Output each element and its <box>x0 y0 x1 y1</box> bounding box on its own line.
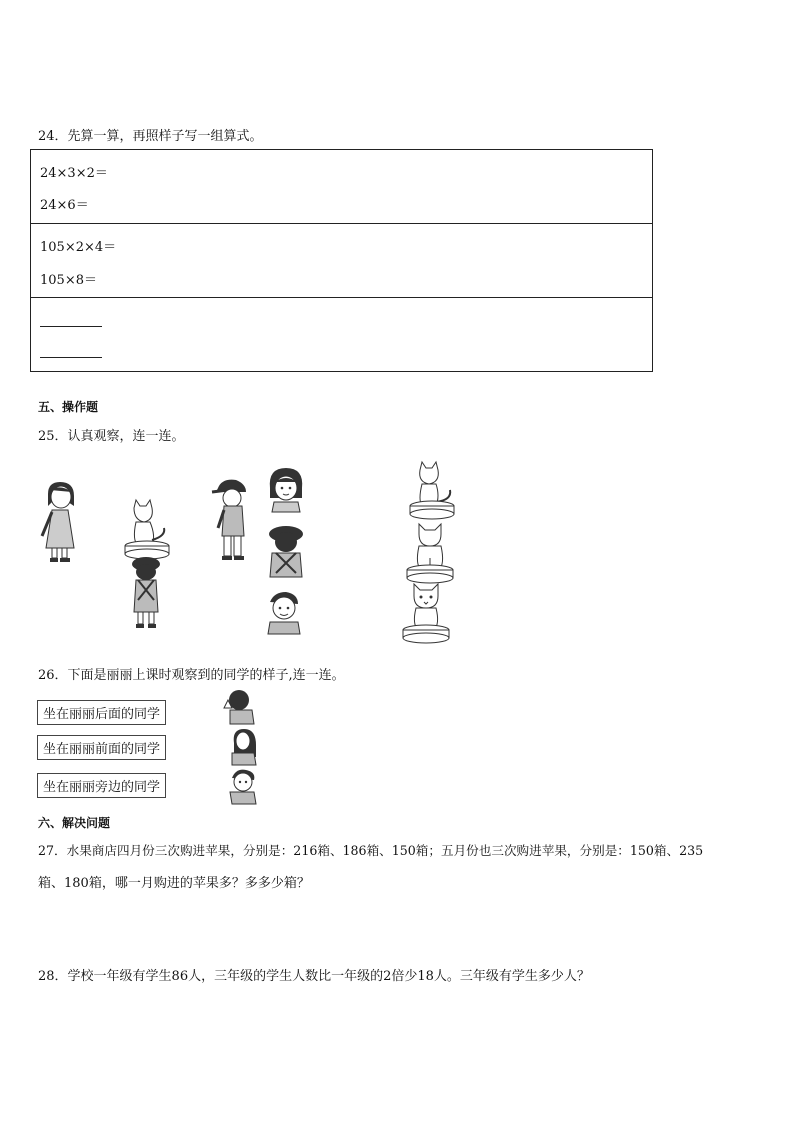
q28-text: 28．学校一年级有学生86人，三年级的学生人数比一年级的2倍少18人。三年级有学生多少人？ <box>38 969 590 984</box>
label-beside[interactable]: 坐在丽丽旁边的同学 <box>37 773 166 798</box>
q25-title: 25．认真观察，连一连。 <box>38 429 185 444</box>
cat-back-view-icon <box>403 522 458 582</box>
section5-title: 五、操作题 <box>38 400 99 414</box>
q24-title: 24．先算一算，再照样子写一组算式。 <box>38 129 263 144</box>
calc-row-1 <box>31 150 652 224</box>
cat-side-view-icon <box>406 460 458 520</box>
calc-row-blank <box>31 298 652 371</box>
calc-expression: 24×3×2＝ <box>40 166 108 181</box>
calc-expression: 105×2×4＝ <box>40 240 117 255</box>
girl-icon <box>38 480 83 565</box>
calc-expression: 24×6＝ <box>40 198 89 213</box>
label-behind[interactable]: 坐在丽丽后面的同学 <box>37 700 166 725</box>
q27-line1: 27．水果商店四月份三次购进苹果，分别是：216箱、186箱、150箱；五月份也三次购进苹果，分别是：150箱、235 <box>38 843 704 858</box>
calc-row-2 <box>31 224 652 298</box>
boy-front-view-icon <box>264 590 304 635</box>
q26-title: 26．下面是丽丽上课时观察到的同学的样子,连一连。 <box>38 668 345 683</box>
girl-front-view-icon <box>266 466 306 514</box>
answer-blank-2[interactable] <box>40 357 102 358</box>
answer-blank-1[interactable] <box>40 326 102 327</box>
student-side-view-icon <box>228 727 262 767</box>
calc-table <box>30 149 653 372</box>
q27-line2: 箱、180箱，哪一月购进的苹果多？多多少箱？ <box>38 876 310 891</box>
calc-expression: 105×8＝ <box>40 273 97 288</box>
student-front-view-icon <box>228 768 260 806</box>
boy-back-view-icon <box>266 525 306 580</box>
student-back-view-icon <box>224 688 258 726</box>
cat-on-pedestal-icon <box>122 500 177 632</box>
cat-front-view-icon <box>400 582 452 642</box>
section6-title: 六、解决问题 <box>38 816 111 830</box>
boy-with-hat-icon <box>210 478 255 563</box>
label-front[interactable]: 坐在丽丽前面的同学 <box>37 735 166 760</box>
